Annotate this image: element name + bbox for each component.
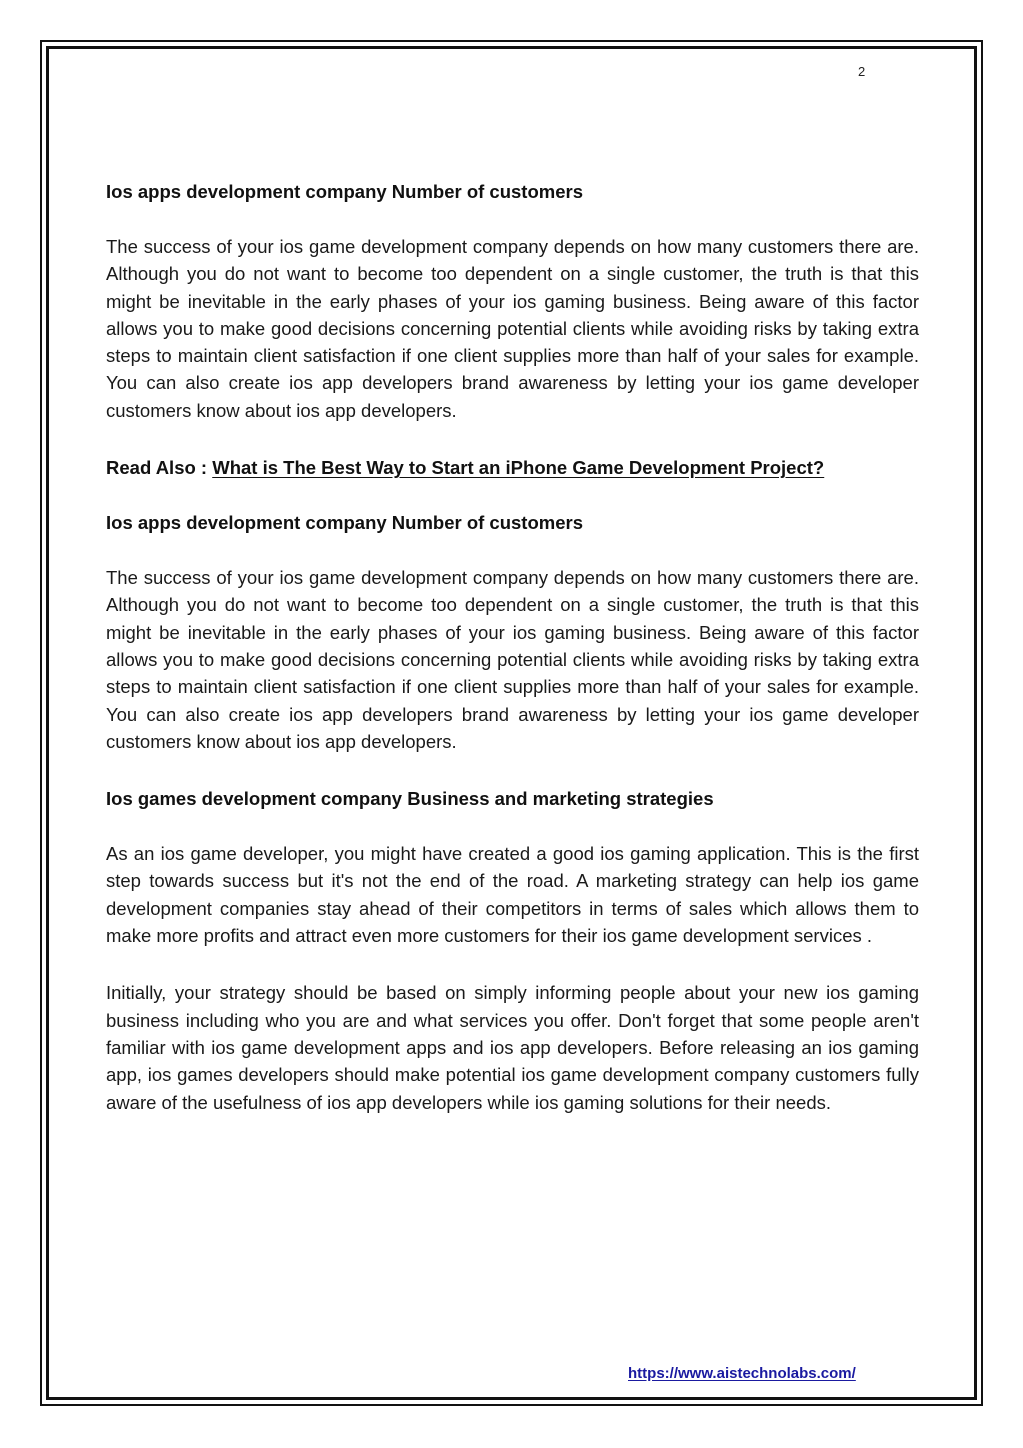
section-paragraph: Initially, your strategy should be based on simply informing people about your new ios gaming business including who you are and what services you offer. Don't forget that some people aren't familiar with ios game development apps and ios app developers. Before releasing an ios gaming app, ios games developers should make potential ios game development company customers fully aware of the usefulness of ios app developers while ios gaming solutions for their needs. [106,982,919,1113]
footer-website-link[interactable]: https://www.aistechnolabs.com/ [628,1365,856,1382]
section-paragraph: The success of your ios game development company depends on how many customers there are. Although you do not want to become too dependent on a single customer, the truth is that this might be inevitable in the early phases of your ios gaming business. Being aware of this factor allows you to make good decisions concerning potential clients while avoiding risks by taking extra steps to maintain client satisfaction if one client supplies more than half of your sales for example. You can also create ios app developers brand awareness by letting your ios game developer customers know about ios app developers. [106,567,919,752]
read-also-line [106,454,919,481]
read-also-link[interactable]: What is The Best Way to Start an iPhone Game Development Project? [212,457,825,479]
section-heading: Ios apps development company Number of customers [106,181,583,202]
section-heading: Ios apps development company Number of customers [106,512,583,534]
section-paragraph: As an ios game developer, you might have created a good ios gaming application. This is the first step towards success but it's not the end of the road. A marketing strategy can help ios game development companies stay ahead of their competitors in terms of sales which allows them to make more profits and attract even more customers for their ios game development services . [106,843,919,947]
document-body [106,178,919,1146]
section-heading: Ios games development company Business and marketing strategies [106,788,714,810]
read-also-label: Read Also : [106,457,208,479]
page-number: 2 [858,64,866,79]
section-paragraph: The success of your ios game development company depends on how many customers there are. Although you do not want to become too dependent on a single customer, the truth is that this might be inevitable in the early phases of your ios gaming business. Being aware of this factor allows you to make good decisions concerning potential clients while avoiding risks by taking extra steps to maintain client satisfaction if one client supplies more than half of your sales for example. You can also create ios app developers brand awareness by letting your ios game developer customers know about ios app developers. [106,236,919,421]
